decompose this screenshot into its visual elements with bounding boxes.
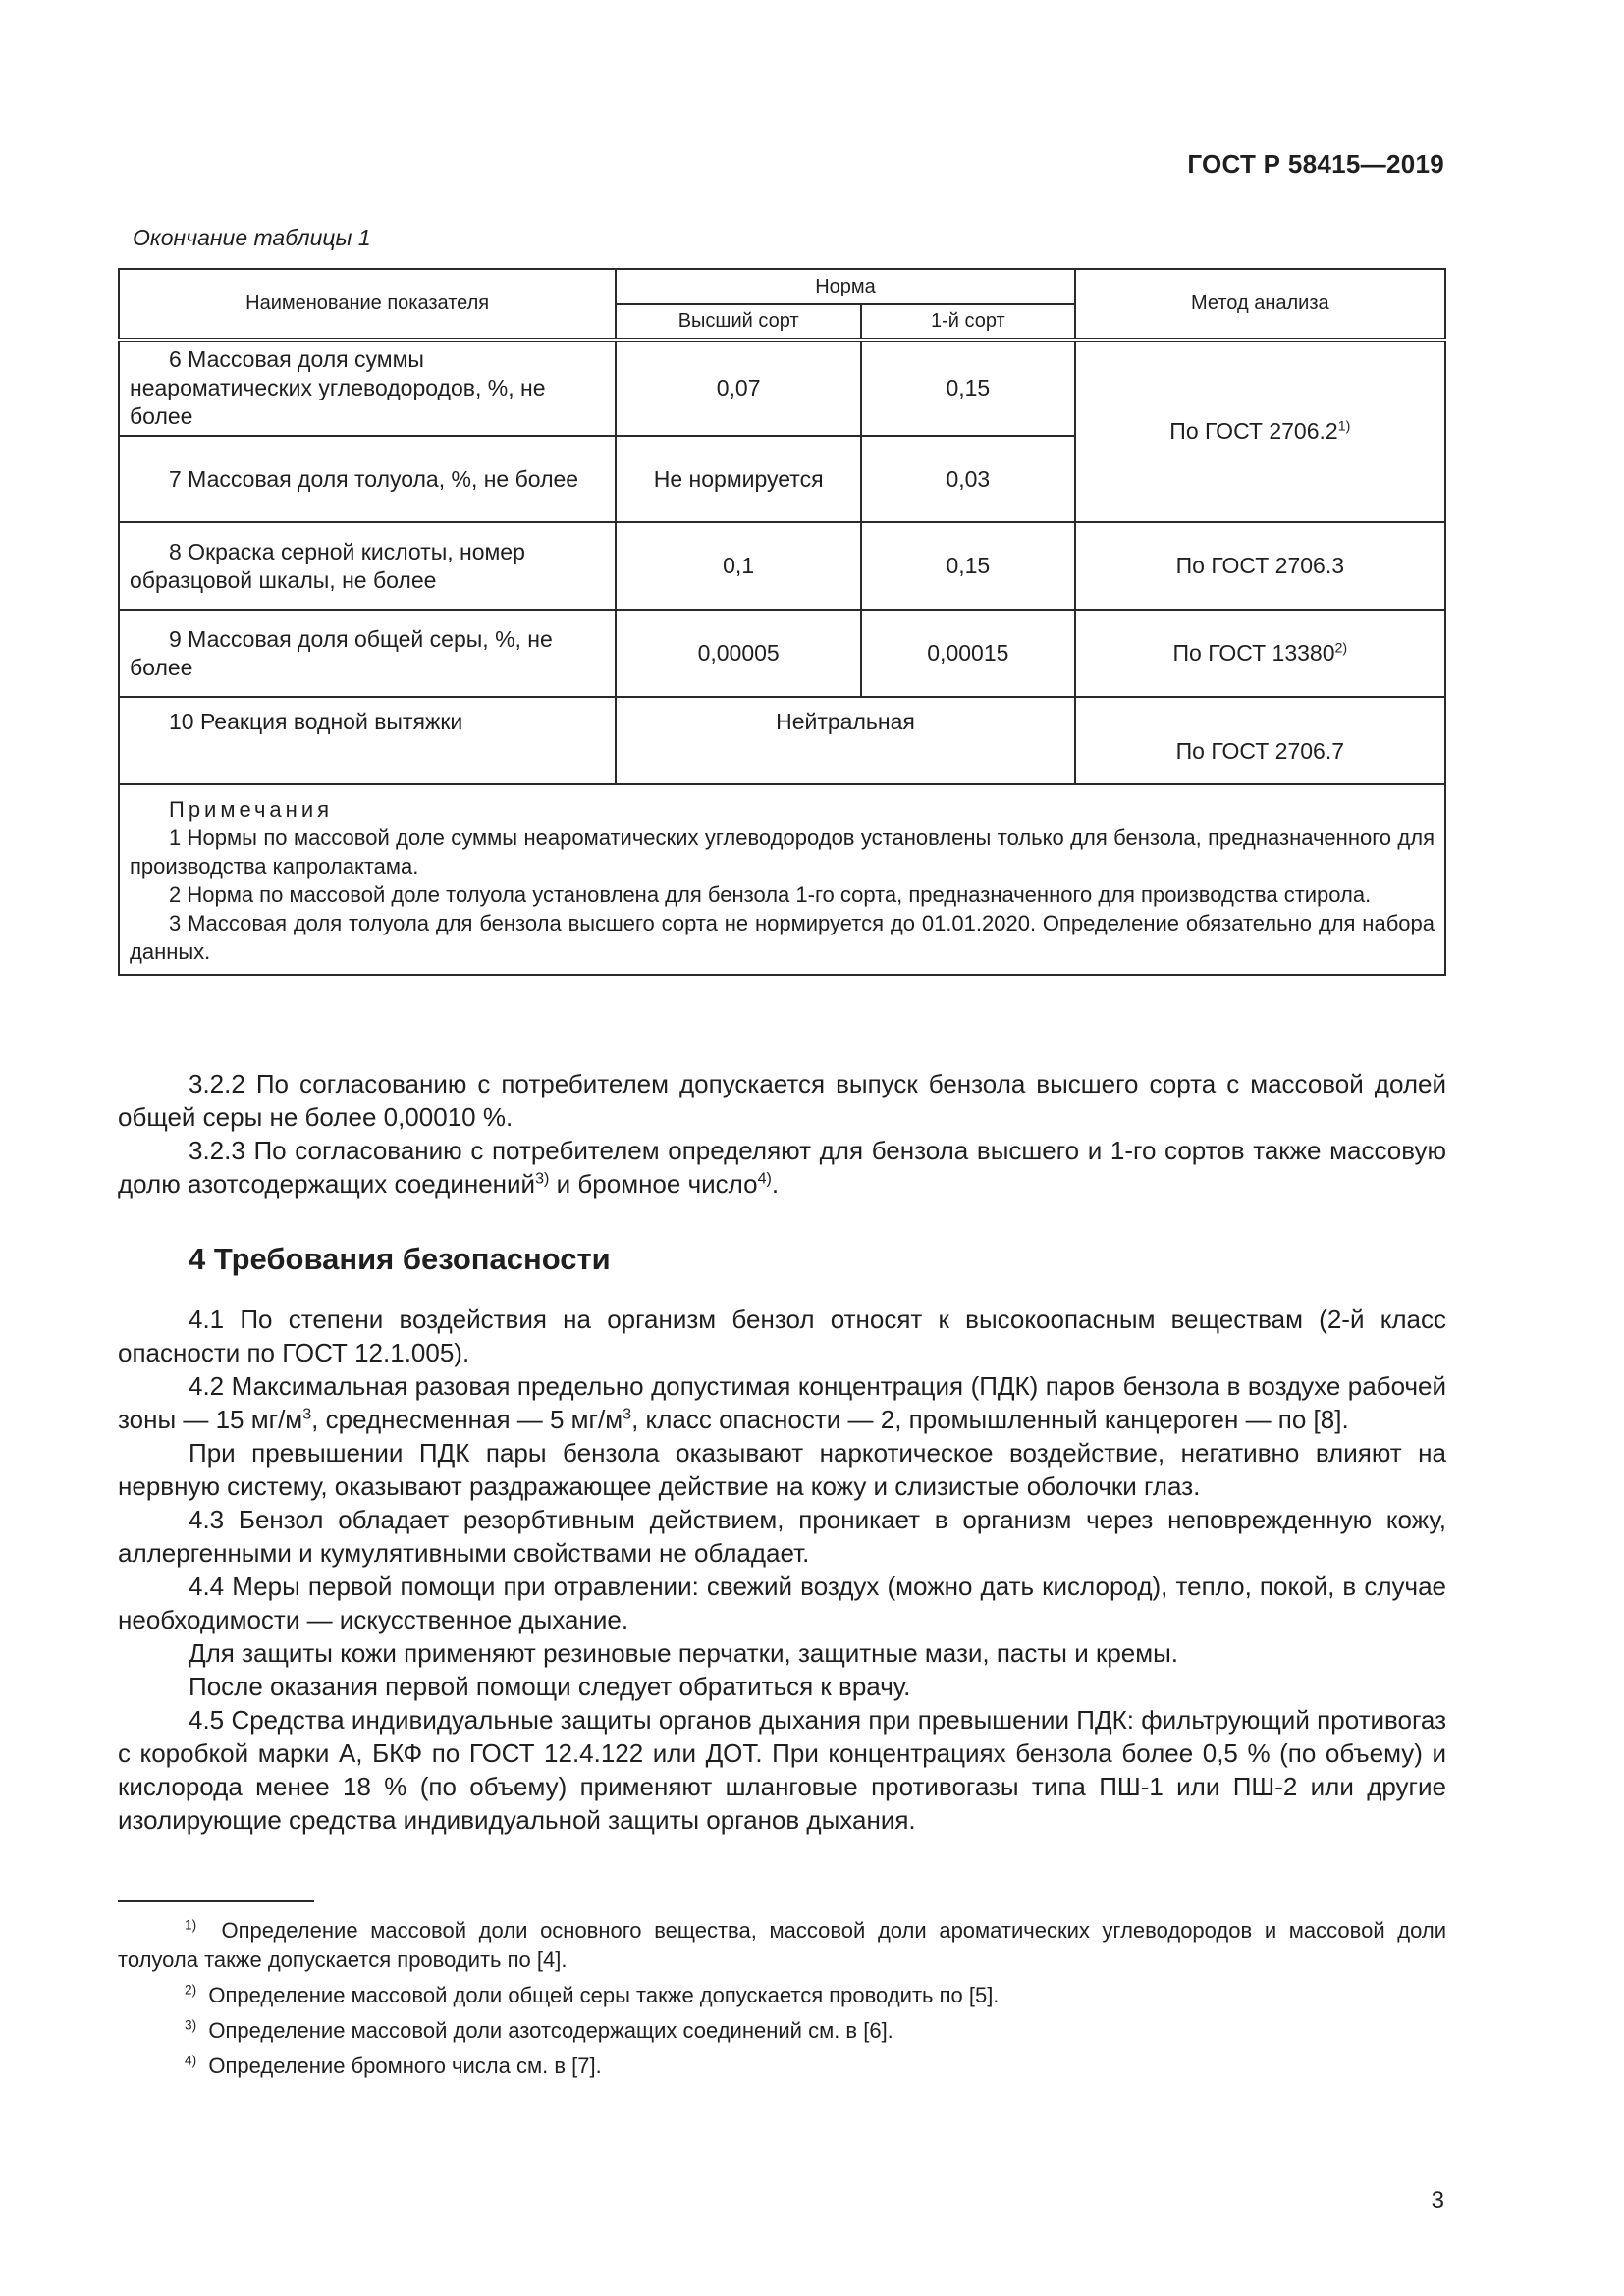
table-row [119, 340, 1445, 436]
row-value-first: 0,00015 [861, 610, 1075, 697]
header-top-grade: Высший сорт [616, 304, 861, 340]
row-method: По ГОСТ 2706.3 [1075, 522, 1445, 610]
clause-3-2-2: 3.2.2 По согласованию с потребителем допускается выпуск бензола высшего сорта с массовой долей общей серы не более 0,00010 %. [118, 1069, 1446, 1132]
header-method: Метод анализа [1075, 269, 1445, 340]
spec-table [118, 268, 1446, 976]
row-name: 9 Массовая доля общей серы, %, не более [119, 610, 616, 697]
table-row [119, 697, 1445, 784]
row-value-top: 0,07 [616, 340, 861, 436]
clause-3-2-3: 3.2.3 По согласованию с потребителем определяют для бензола высшего и 1-го сортов также массовую долю азотсодержащих соединений$^{3)}$ и бромное число$^{4)}$. [118, 1136, 1446, 1199]
clause-4-2: 4.2 Максимальная разовая предельно допустимая концентрация (ПДК) паров бензола в воздухе рабочей зоны — 15 $мг/м^3$, среднесменная — 5 $мг/м^3$, класс опасности — 2, промышленный канцероген — по [8]. [118, 1371, 1446, 1434]
footnote: $^{1)}$ Определение массовой доли основного вещества, массовой доли ароматических углеводородов и массовой доли толуола также допускается проводить по [4]. [118, 1917, 1446, 1972]
doctor-paragraph: После оказания первой помощи следует обратиться к врачу. [189, 1672, 911, 1701]
footnote-separator [118, 1900, 314, 1902]
clause-3-2-block [118, 1067, 1446, 1201]
notes-title: Примечания [169, 797, 334, 822]
footnotes [118, 1916, 1446, 2087]
table-caption: Окончание таблицы 1 [133, 225, 371, 250]
row-value-top: 0,00005 [616, 610, 861, 697]
row-name: 8 Окраска серной кислоты, номер образцовой шкалы, не более [119, 522, 616, 610]
header-name: Наименование показателя [119, 269, 616, 340]
row-method: По ГОСТ 2706.2$^{1)}$ [1075, 340, 1445, 522]
header-norm: Норма [616, 269, 1074, 304]
footnote: $^{4)}$ Определение бромного числа см. в [7]. [185, 2053, 602, 2078]
page-number: 3 [1431, 2187, 1444, 2214]
notes-row [119, 784, 1445, 975]
row-value-first: 0,15 [861, 340, 1075, 436]
footnote: $^{2)}$ Определение массовой доли общей серы также допускается проводить по [5]. [185, 1982, 1000, 2007]
row-name: 6 Массовая доля суммы неароматических углеводородов, %, не более [119, 340, 616, 436]
pdk-paragraph: При превышении ПДК пары бензола оказывают наркотическое воздействие, негативно влияют на нервную систему, оказывают раздражающее действие на кожу и слизистые оболочки глаз. [118, 1438, 1446, 1501]
skin-protection-paragraph: Для защиты кожи применяют резиновые перчатки, защитные мази, пасты и кремы. [189, 1638, 1179, 1668]
row-value-merged: Нейтральная [616, 697, 1074, 784]
row-name: 7 Массовая доля толуола, %, не более [119, 436, 616, 522]
note-item: 1 Нормы по массовой доле суммы неароматических углеводородов установлены только для бензола, предназначенного для производства капролактама. [130, 826, 1435, 879]
clause-4-5: 4.5 Средства индивидуальные защиты органов дыхания при превышении ПДК: фильтрующий противогаз с коробкой марки А, БКФ по ГОСТ 12.4.122 или ДОТ. При концентрациях бензола более 0,5 % (по объему) и кислорода менее 18 % (по объему) применяют шланговые противогазы типа ПШ-1 или ПШ-2 или другие изолирующие средства индивидуальной защиты органов дыхания. [118, 1705, 1446, 1835]
row-method: По ГОСТ 13380$^{2)}$ [1075, 610, 1445, 697]
note-item: 3 Массовая доля толуола для бензола высшего сорта не нормируется до 01.01.2020. Определение обязательно для набора данных. [130, 911, 1435, 964]
header-first-grade: 1-й сорт [861, 304, 1075, 340]
table-row [119, 522, 1445, 610]
row-value-first: 0,03 [861, 436, 1075, 522]
clause-4-3: 4.3 Бензол обладает резорбтивным действием, проникает в организм через неповрежденную кожу, аллергенными и кумулятивными свойствами не обладает. [118, 1505, 1446, 1568]
note-item: 2 Норма по массовой доле толуола установлена для бензола 1-го сорта, предназначенного для производства стирола. [169, 882, 1372, 907]
table-row [119, 610, 1445, 697]
table-notes [119, 784, 1445, 975]
standard-header: ГОСТ Р 58415—2019 [1187, 149, 1444, 179]
row-value-top: Не нормируется [616, 436, 861, 522]
row-method: По ГОСТ 2706.7 [1075, 697, 1445, 784]
clause-4-1: 4.1 По степени воздействия на организм бензол относят к высокоопасным веществам (2-й класс опасности по ГОСТ 12.1.005). [118, 1305, 1446, 1367]
footnote: $^{3)}$ Определение массовой доли азотсодержащих соединений см. в [6]. [185, 2017, 893, 2043]
row-name: 10 Реакция водной вытяжки [119, 697, 616, 784]
section-4-body [118, 1303, 1446, 1837]
row-value-first: 0,15 [861, 522, 1075, 610]
row-value-top: 0,1 [616, 522, 861, 610]
section-heading: 4 Требования безопасности [189, 1242, 611, 1276]
clause-4-4: 4.4 Меры первой помощи при отравлении: свежий воздух (можно дать кислород), тепло, покой, в случае необходимости — искусственное дыхание. [118, 1572, 1446, 1634]
